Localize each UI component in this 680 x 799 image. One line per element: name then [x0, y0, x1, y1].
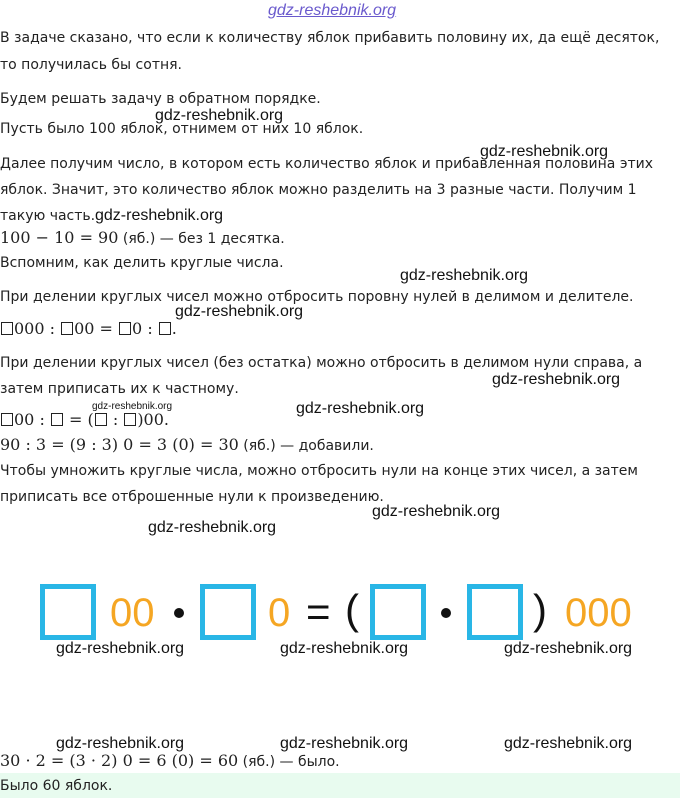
- watermark: gdz-reshebnik.org: [400, 267, 529, 284]
- text-line: то получилась бы сотня.: [0, 57, 182, 73]
- formula-right-paren: ): [533, 586, 547, 633]
- answer-text: Было 60 яблок.: [0, 778, 113, 794]
- blank-square-icon: [51, 413, 63, 426]
- watermark: gdz-reshebnik.org: [504, 640, 633, 657]
- blank-square-icon: [119, 322, 131, 335]
- text-line: При делении круглых чисел можно отбросить поровну нулей в делимом и делителе.: [0, 289, 634, 305]
- blank-square-icon: [61, 322, 73, 335]
- math-part: 00 :: [14, 410, 50, 429]
- text-line: такую часть.: [0, 208, 96, 224]
- blank-square-icon: [95, 413, 107, 426]
- math-part: )00.: [137, 410, 169, 429]
- text-line: [0, 432, 374, 459]
- formula-equals: =: [306, 588, 331, 635]
- watermark: gdz-reshebnik.org: [175, 303, 304, 320]
- blank-box-icon: [200, 584, 256, 640]
- watermark: gdz-reshebnik.org: [504, 735, 633, 752]
- watermark: gdz-reshebnik.org: [296, 400, 425, 417]
- text-line: приписать все отброшенные нули к произведению.: [0, 489, 384, 505]
- math-line: [0, 316, 177, 342]
- blank-box-icon: [467, 584, 523, 640]
- math-part: :: [107, 410, 124, 429]
- blank-square-icon: [124, 413, 136, 426]
- math-note: (яб.) — без 1 десятка.: [118, 231, 285, 247]
- text-line: В задаче сказано, что если к количеству яблок прибавить половину их, да ещё десяток,: [0, 30, 660, 46]
- math-part: 00 =: [74, 319, 119, 338]
- formula-zeros: 000: [565, 591, 632, 635]
- math-expression: 90 : 3 = (9 : 3) 0 = 3 (0) = 30: [0, 435, 239, 454]
- text-line: [0, 225, 285, 252]
- blank-box-icon: [370, 584, 426, 640]
- text-line: При делении круглых чисел (без остатка) можно отбросить в делимом нули справа, а: [0, 355, 643, 371]
- blank-square-icon: [159, 322, 171, 335]
- math-expression: 30 · 2 = (3 · 2) 0 = 6 (0) = 60: [0, 751, 239, 770]
- watermark: gdz-reshebnik.org: [56, 640, 185, 657]
- watermark: gdz-reshebnik.org: [95, 207, 224, 224]
- formula-left-paren: (: [345, 586, 359, 633]
- formula-zeros: 00: [110, 591, 155, 635]
- math-note: (яб.) — добавили.: [238, 438, 374, 454]
- watermark: gdz-reshebnik.org: [92, 401, 173, 412]
- text-line: Чтобы умножить круглые числа, можно отбросить нули на конце этих чисел, а затем: [0, 463, 638, 479]
- watermark: gdz-reshebnik.org: [280, 640, 409, 657]
- math-expression: 100 − 10 = 90: [0, 228, 119, 247]
- multiply-dot-icon: [441, 608, 451, 618]
- math-part: 0 :: [132, 319, 158, 338]
- watermark: gdz-reshebnik.org: [492, 371, 621, 388]
- watermark: gdz-reshebnik.org: [268, 2, 397, 19]
- blank-square-icon: [1, 413, 13, 426]
- math-part: = (: [63, 410, 94, 429]
- formula-zeros: 0: [268, 591, 291, 635]
- text-line: Вспомним, как делить круглые числа.: [0, 255, 284, 271]
- text-line: яблок. Значит, это количество яблок можно разделить на 3 разные части. Получим 1: [0, 182, 637, 198]
- text-line: Пусть было 100 яблок, отнимем от них 10 яблок.: [0, 121, 364, 137]
- watermark: gdz-reshebnik.org: [56, 735, 185, 752]
- text-line: Далее получим число, в котором есть количество яблок и прибавленная половина этих: [0, 156, 654, 172]
- text-line: затем приписать их к частному.: [0, 381, 239, 397]
- watermark: gdz-reshebnik.org: [148, 519, 277, 536]
- math-part: 000 :: [14, 319, 61, 338]
- text-line: Будем решать задачу в обратном порядке.: [0, 91, 321, 107]
- watermark: gdz-reshebnik.org: [155, 107, 284, 124]
- watermark: gdz-reshebnik.org: [280, 735, 409, 752]
- blank-box-icon: [40, 584, 96, 640]
- math-part: .: [171, 319, 177, 338]
- math-note: (яб.) — было.: [238, 754, 340, 770]
- blank-square-icon: [1, 322, 13, 335]
- watermark: gdz-reshebnik.org: [372, 503, 501, 520]
- watermark: gdz-reshebnik.org: [480, 143, 609, 160]
- multiply-dot-icon: [174, 608, 184, 618]
